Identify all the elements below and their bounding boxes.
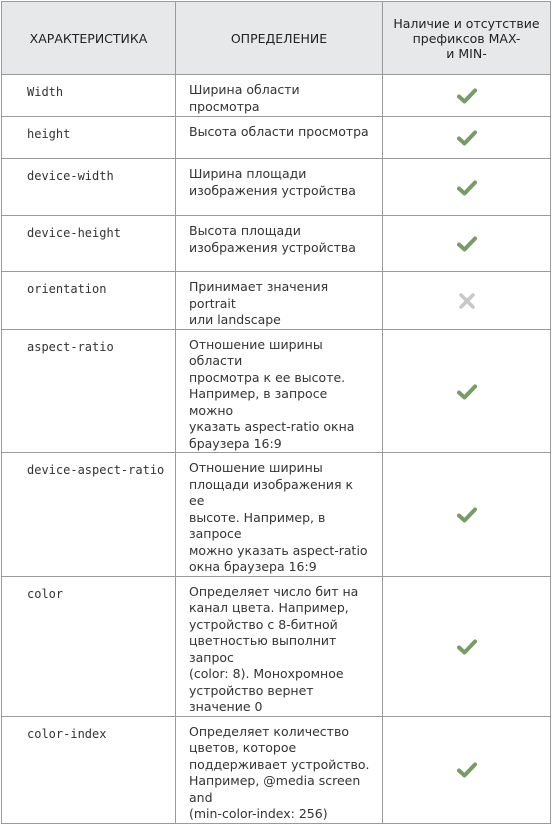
definition-line: изображения устройства [189,182,356,198]
prefix-support-cell [383,272,551,330]
definition-line: Например, в запросе можно [189,386,328,418]
characteristic-cell: color-index [2,716,176,823]
table-row [2,453,551,577]
table-row [2,329,551,453]
definition-cell [176,453,383,577]
table-row [2,216,551,272]
check-icon [457,179,477,197]
cross-icon [457,292,477,310]
definition-line: указать aspect-ratio окна [189,419,355,434]
check-icon [457,638,477,656]
definition-line: (min-color-index: 256) [189,806,328,821]
characteristic-cell: Width [2,75,176,117]
check-icon [457,761,477,779]
definition-line: просмотра к ее высоте. [189,369,346,385]
prefix-support-cell [383,216,551,272]
definition-cell [176,576,383,716]
definition-line: окна браузера 16:9 [189,559,317,574]
definition-line: цветов, которое [189,740,297,755]
check-icon [457,129,477,147]
definition-line: цветностью выполнит запрос [189,633,337,665]
characteristic-cell: device-height [2,216,176,272]
header-characteristic: ХАРАКТЕРИСТИКА [2,2,176,75]
prefix-support-cell [383,453,551,577]
check-icon [457,383,477,401]
definition-line: можно указать aspect-ratio [189,542,368,558]
definition-cell [176,117,383,159]
prefix-support-cell [383,576,551,716]
table-row [2,272,551,330]
header-definition: ОПРЕДЕЛЕНИЕ [176,2,383,75]
definition-line: Высота области просмотра [189,124,369,139]
characteristic-cell: aspect-ratio [2,329,176,453]
header-prefixes-line-3: и MIN- [446,45,487,61]
table-row [2,576,551,716]
check-icon [457,235,477,253]
prefix-support-cell [383,329,551,453]
definition-line: Отношение ширины области [189,336,323,368]
check-icon [457,506,477,524]
prefix-support-cell [383,159,551,216]
definition-line: Определяет число бит на [189,583,359,599]
definition-line: канал цвета. Например, [189,600,349,615]
definition-line: Принимает значения portrait [189,279,329,311]
media-features-table [1,1,551,824]
definition-line: Ширина площади [189,166,307,181]
definition-cell [176,272,383,330]
definition-line: Например, @media screen and [189,773,361,805]
table-header-row [2,2,551,75]
definition-line: или landscape [189,312,281,327]
characteristic-cell: device-width [2,159,176,216]
definition-line: Ширина области просмотра [189,82,300,114]
header-prefixes-line-2: префиксов MAX- [412,30,521,46]
definition-line: Отношение ширины [189,460,323,475]
definition-line: устройство с 8-битной [189,616,338,632]
definition-line: Определяет количество [189,723,349,739]
characteristic-cell: orientation [2,272,176,330]
table-row [2,117,551,159]
definition-line: устройство вернет значение 0 [189,682,314,714]
prefix-support-cell [383,117,551,159]
header-prefixes [383,2,551,75]
check-icon [457,87,477,105]
definition-cell [176,159,383,216]
definition-cell [176,75,383,117]
definition-line: изображения устройства [189,239,356,255]
definition-line: (color: 8). Монохромное [189,666,344,681]
definition-cell [176,216,383,272]
definition-line: браузера 16:9 [189,435,282,451]
definition-line: Высота площади [189,223,301,238]
table-row [2,159,551,216]
prefix-support-cell [383,75,551,117]
definition-line: площади изображения к ее [189,476,353,508]
table-row [2,75,551,117]
characteristic-cell: device-aspect-ratio [2,453,176,577]
characteristic-cell: height [2,117,176,159]
header-prefixes-line-1: Наличие и отсутствие [393,15,540,31]
characteristic-cell: color [2,576,176,716]
definition-line: поддерживает устройство. [189,756,370,772]
definition-line: высоте. Например, в запросе [189,509,326,541]
definition-cell [176,329,383,453]
